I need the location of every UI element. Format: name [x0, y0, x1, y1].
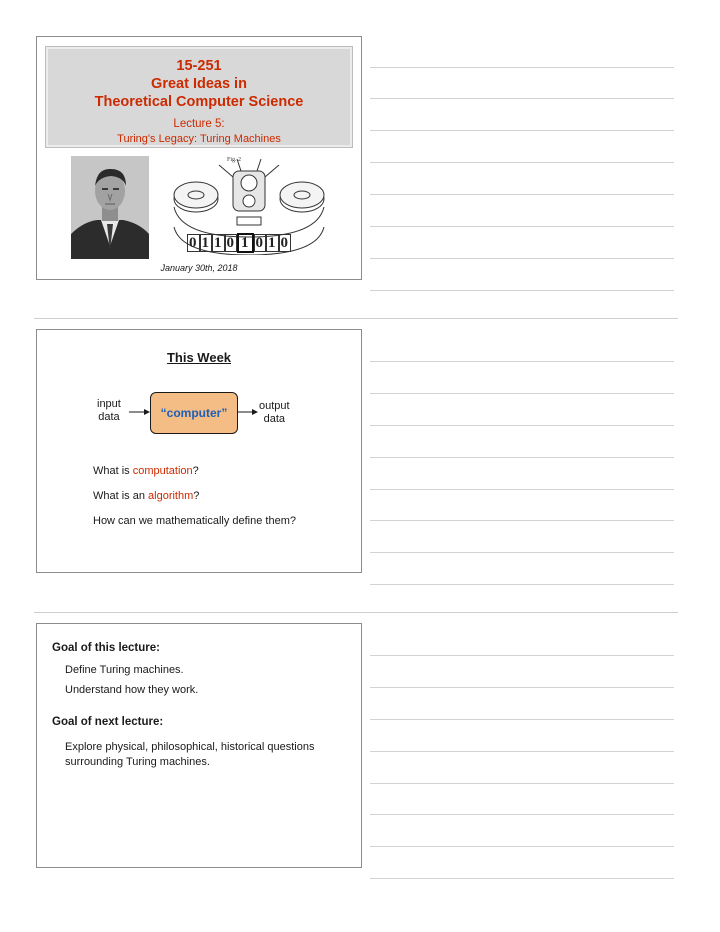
input-label-line2: data [98, 411, 120, 423]
notes-line [370, 846, 674, 847]
slide-this-week [36, 329, 362, 573]
slide-heading: This Week [166, 350, 232, 365]
notes-line [370, 520, 674, 521]
question-define: How can we mathematically define them? [93, 515, 296, 527]
input-label-line1: input [97, 398, 121, 410]
notes-line [370, 687, 674, 688]
notes-line [370, 393, 674, 394]
goal-this-item: Understand how they work. [65, 684, 199, 696]
output-arrow [237, 408, 259, 416]
notes-line [370, 783, 674, 784]
question-computation [93, 465, 199, 477]
tape-cell: 0 [280, 235, 289, 251]
notes-line [370, 552, 674, 553]
tape-cell: 0 [189, 235, 198, 251]
notes-line [370, 814, 674, 815]
notes-line [370, 751, 674, 752]
output-label-line1: output [259, 400, 290, 412]
q1-post: ? [192, 465, 199, 477]
notes-line [370, 258, 674, 259]
notes-line [370, 719, 674, 720]
goal-next-heading: Goal of next lecture: [52, 716, 164, 728]
tape-cell: 1 [268, 235, 277, 251]
page-separator [34, 318, 678, 319]
output-label [259, 400, 290, 426]
q2-pre: What is an [93, 490, 149, 502]
goal-this-heading: Goal of this lecture: [52, 642, 160, 654]
notes-line [370, 130, 674, 131]
computer-box: “computer” [150, 392, 238, 434]
tape-cell: 0 [226, 235, 235, 251]
notes-line [370, 584, 674, 585]
notes-line [370, 361, 674, 362]
notes-line [370, 162, 674, 163]
output-label-line2: data [263, 413, 285, 425]
slide-goals [36, 623, 362, 868]
q2-post: ? [193, 490, 200, 502]
notes-line [370, 226, 674, 227]
lecture-date: January 30th, 2018 [160, 263, 238, 273]
notes-line [370, 290, 674, 291]
goal-this-item: Define Turing machines. [65, 664, 184, 676]
notes-line [370, 98, 674, 99]
title-banner [45, 46, 353, 148]
notes-line [370, 489, 674, 490]
notes-line [370, 457, 674, 458]
tape-cell: 1 [201, 235, 210, 251]
page-separator [34, 612, 678, 613]
tape-cells [187, 235, 291, 252]
tape-cell: 1 [214, 235, 223, 251]
lecture-number: Lecture 5: [173, 118, 225, 130]
course-number: 15-251 [176, 58, 222, 74]
notes-line [370, 878, 674, 879]
lecture-title: Turing's Legacy: Turing Machines [117, 133, 281, 145]
slide-title [36, 36, 362, 280]
tape-cell-head: 1 [237, 233, 254, 253]
course-title-line1: Great Ideas in [151, 76, 247, 92]
course-title-line2: Theoretical Computer Science [94, 94, 304, 110]
question-algorithm [93, 490, 199, 502]
input-label [97, 398, 121, 424]
notes-line [370, 194, 674, 195]
svg-text:Fig. 2: Fig. 2 [227, 157, 242, 163]
goal-next-item-line1: Explore physical, philosophical, historical questions [65, 741, 315, 753]
alan-turing-portrait [71, 156, 149, 259]
input-arrow [129, 408, 151, 416]
notes-line [370, 67, 674, 68]
notes-line [370, 655, 674, 656]
q2-keyword: algorithm [148, 490, 194, 502]
goal-next-item-line2: surrounding Turing machines. [65, 756, 210, 768]
q1-pre: What is [93, 465, 133, 477]
q1-keyword: computation [132, 465, 193, 477]
notes-line [370, 425, 674, 426]
tape-cell: 0 [255, 235, 264, 251]
